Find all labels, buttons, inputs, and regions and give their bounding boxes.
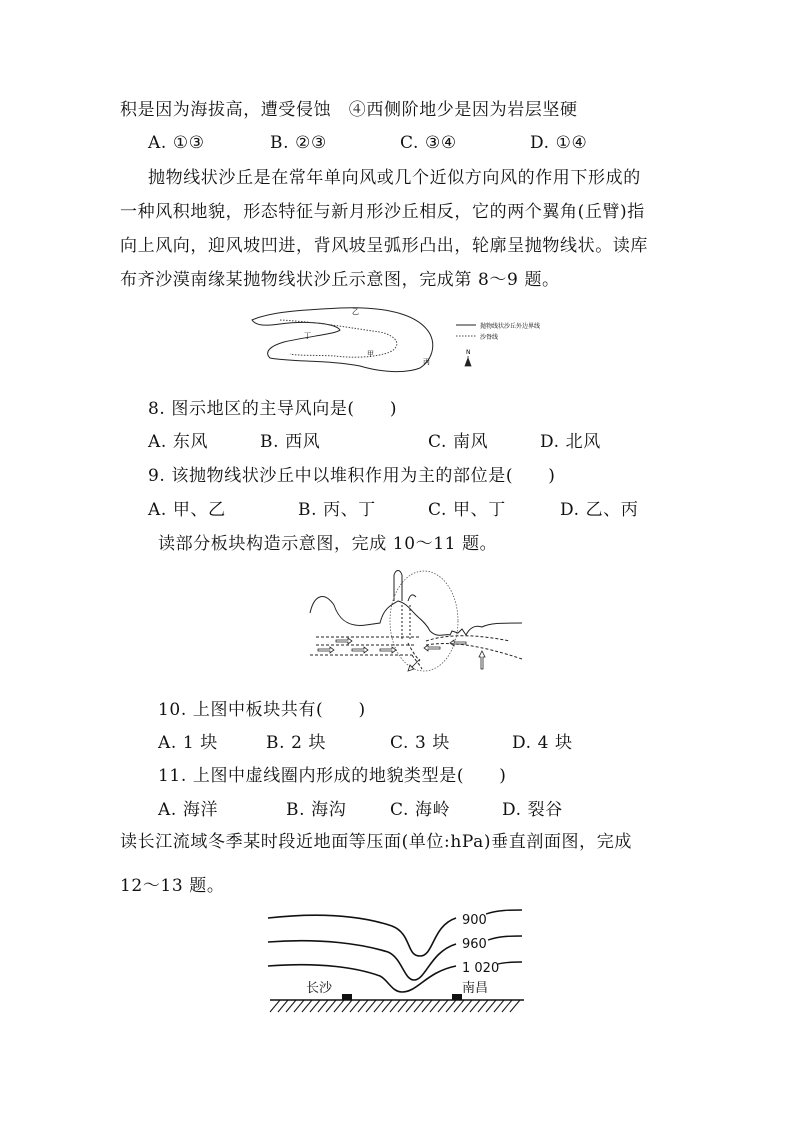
north-arrow-icon — [465, 356, 471, 366]
dune-outer-boundary — [252, 308, 433, 372]
option-11a: A. 海洋 — [158, 800, 219, 820]
option-7b: B. ②③ — [270, 133, 327, 153]
north-label: N — [466, 349, 471, 356]
passage-pressure-1: 读长江流域冬季某时段近地面等压面(单位:hPa)垂直剖面图，完成 — [120, 832, 632, 852]
arrow-right-icon — [336, 638, 352, 644]
legend-solid: 抛物线状沙丘外边界线 — [480, 323, 541, 330]
passage-pressure-2: 12～13 题。 — [120, 876, 225, 896]
arrow-right-icon — [380, 647, 396, 653]
option-7c: C. ③④ — [400, 133, 457, 153]
arrow-up-icon — [479, 651, 485, 669]
plate-figure — [300, 565, 530, 673]
label-changsha: 长沙 — [306, 981, 333, 996]
passage-plate: 读部分板块构造示意图，完成 10～11 题。 — [158, 534, 498, 554]
label-960: 960 — [462, 937, 487, 952]
option-9c: C. 甲、丁 — [428, 500, 506, 520]
isobar-900 — [268, 915, 456, 956]
arrow-left-icon — [424, 645, 440, 651]
passage-dune-4: 布齐沙漠南缘某抛物线状沙丘示意图，完成第 8～9 题。 — [120, 270, 560, 290]
option-9a: A. 甲、乙 — [148, 500, 226, 520]
option-11c: C. 海岭 — [390, 800, 451, 820]
option-10b: B. 2 块 — [266, 733, 327, 753]
arrow-right-icon — [352, 647, 368, 653]
question-11: 11. 上图中虚线圈内形成的地貌类型是( ) — [158, 766, 507, 786]
label-900: 900 — [462, 913, 487, 928]
option-11d: D. 裂谷 — [502, 800, 563, 820]
option-11b: B. 海沟 — [286, 800, 347, 820]
marker-changsha — [342, 994, 352, 1000]
option-10c: C. 3 块 — [390, 733, 451, 753]
option-7a: A. ①③ — [148, 133, 205, 153]
option-7d: D. ①④ — [530, 133, 588, 153]
label-yi: 乙 — [352, 308, 359, 316]
arrow-right-icon — [318, 647, 334, 653]
option-8b: B. 西风 — [260, 432, 321, 452]
dune-figure — [240, 300, 570, 380]
question-10: 10. 上图中板块共有( ) — [158, 700, 366, 720]
option-9b: B. 丙、丁 — [298, 500, 376, 520]
option-8c: C. 南风 — [428, 432, 489, 452]
label-ding: 丁 — [304, 332, 311, 340]
option-10d: D. 4 块 — [512, 733, 573, 753]
isobar-960 — [268, 941, 456, 980]
label-jia: 甲 — [367, 350, 374, 358]
marker-nanchang — [452, 994, 462, 1000]
isobar-figure — [262, 900, 532, 1022]
line-q7-end: 积是因为海拔高，遭受侵蚀 ④西侧阶地少是因为岩层坚硬 — [120, 100, 578, 120]
label-nanchang: 南昌 — [462, 981, 489, 996]
option-8d: D. 北风 — [540, 432, 601, 452]
option-8a: A. 东风 — [148, 432, 209, 452]
passage-dune-1: 抛物线状沙丘是在常年单向风或几个近似方向风的作用下形成的 — [148, 168, 641, 188]
option-10a: A. 1 块 — [158, 733, 218, 753]
legend-dotted: 沙脊线 — [480, 334, 499, 341]
ground-hatch — [270, 1000, 520, 1012]
passage-dune-3: 向上风向，迎风坡凹进，背风坡呈弧形凸出，轮廓呈抛物线状。读库 — [120, 236, 648, 256]
question-8: 8. 图示地区的主导风向是( ) — [148, 399, 398, 419]
option-9d: D. 乙、丙 — [560, 500, 639, 520]
passage-dune-2: 一种风积地貌，形态特征与新月形沙丘相反，它的两个翼角(丘臂)指 — [120, 202, 645, 222]
question-9: 9. 该抛物线状沙丘中以堆积作用为主的部位是( ) — [148, 466, 556, 486]
sand-ridge-line — [280, 320, 397, 357]
label-1020: 1 020 — [462, 961, 500, 976]
label-bing: 丙 — [423, 358, 430, 366]
arrow-down-left-icon — [408, 659, 420, 671]
